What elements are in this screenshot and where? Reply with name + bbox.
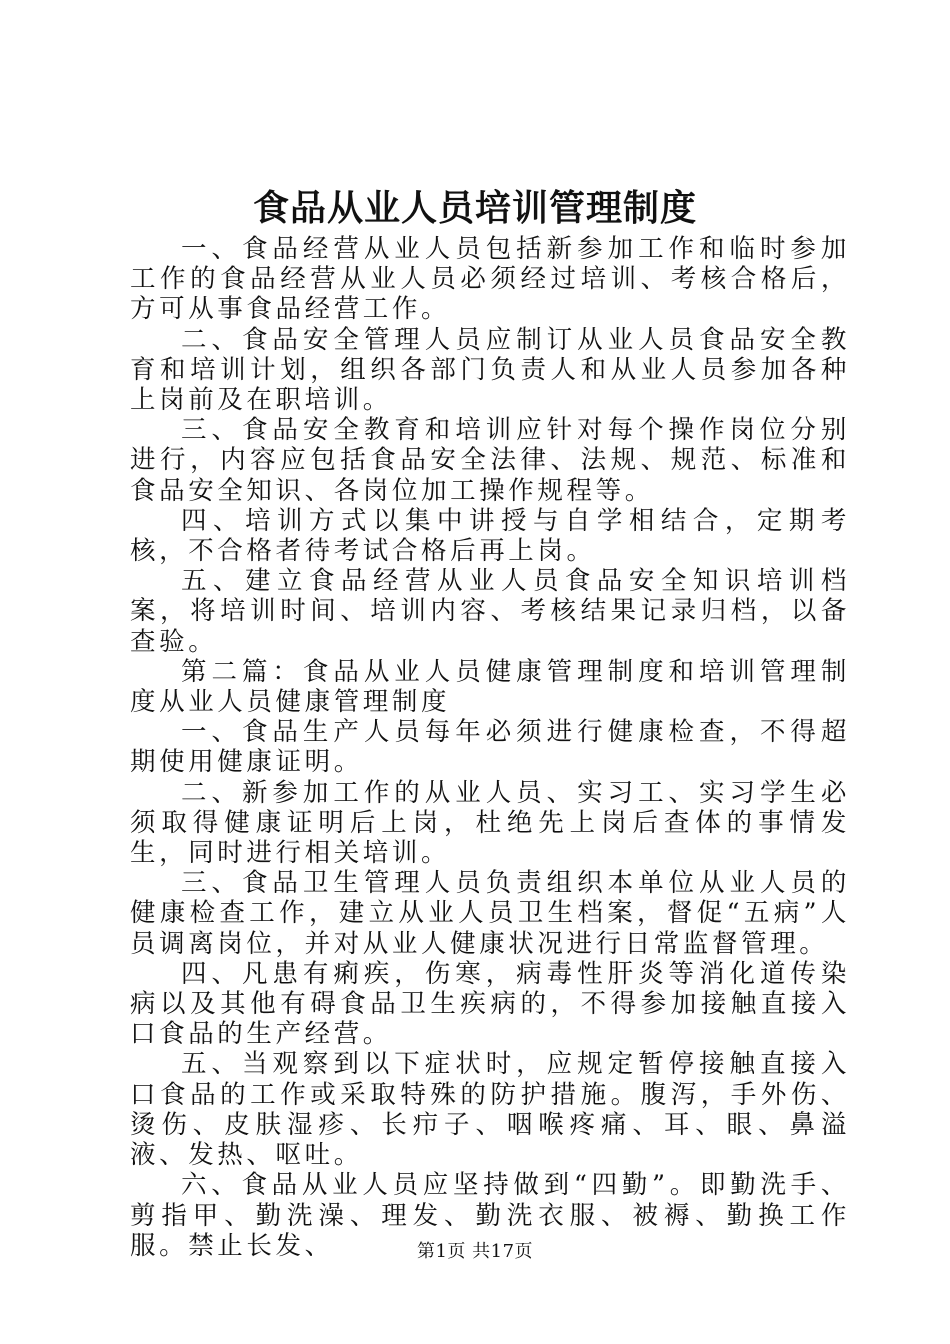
document-body bbox=[130, 234, 850, 1261]
paragraph-9: 四、凡患有痢疾，伤寒，病毒性肝炎等消化道传染病以及其他有碍食品卫生疾病的，不得参加接触直接入口食品的生产经营。 bbox=[130, 958, 850, 1050]
paragraph-7: 二、新参加工作的从业人员、实习工、实习学生必须取得健康证明后上岗，杜绝先上岗后查体的事情发生，同时进行相关培训。 bbox=[130, 777, 850, 869]
paragraph-5: 五、建立食品经营从业人员食品安全知识培训档案，将培训时间、培训内容、考核结果记录归档，以备查验。 bbox=[130, 566, 850, 657]
document-title: 食品从业人员培训管理制度 bbox=[252, 187, 697, 229]
paragraph-11: 六、食品从业人员应坚持做到“四勤”。即勤洗手、剪指甲、勤洗澡、理发、勤洗衣服、被褥、勤换工作服。禁止长发、 bbox=[130, 1170, 850, 1261]
paragraph-1: 一、食品经营从业人员包括新参加工作和临时参加工作的食品经营从业人员必须经过培训、考核合格后，方可从事食品经营工作。 bbox=[130, 234, 850, 325]
paragraph-3: 三、食品安全教育和培训应针对每个操作岗位分别进行，内容应包括食品安全法律、法规、规范、标准和食品安全知识、各岗位加工操作规程等。 bbox=[130, 415, 850, 506]
section-heading-part-two: 第二篇：食品从业人员健康管理制度和培训管理制度从业人员健康管理制度 bbox=[130, 656, 850, 718]
paragraph-6: 一、食品生产人员每年必须进行健康检查，不得超期使用健康证明。 bbox=[130, 717, 850, 778]
paragraph-2: 二、食品安全管理人员应制订从业人员食品安全教育和培训计划，组织各部门负责人和从业人员参加各种上岗前及在职培训。 bbox=[130, 324, 850, 416]
page-footer: 第1页 共17页 bbox=[416, 1241, 534, 1262]
paragraph-4: 四、培训方式以集中讲授与自学相结合，定期考核，不合格者待考试合格后再上岗。 bbox=[130, 505, 850, 567]
paragraph-8: 三、食品卫生管理人员负责组织本单位从业人员的健康检查工作，建立从业人员卫生档案，督促“五病”人员调离岗位，并对从业人健康状况进行日常监督管理。 bbox=[130, 868, 850, 959]
paragraph-10: 五、当观察到以下症状时，应规定暂停接触直接入口食品的工作或采取特殊的防护措施。腹泻，手外伤、烫伤、皮肤湿疹、长疖子、咽喉疼痛、耳、眼、鼻溢液、发热、呕吐。 bbox=[130, 1049, 850, 1171]
